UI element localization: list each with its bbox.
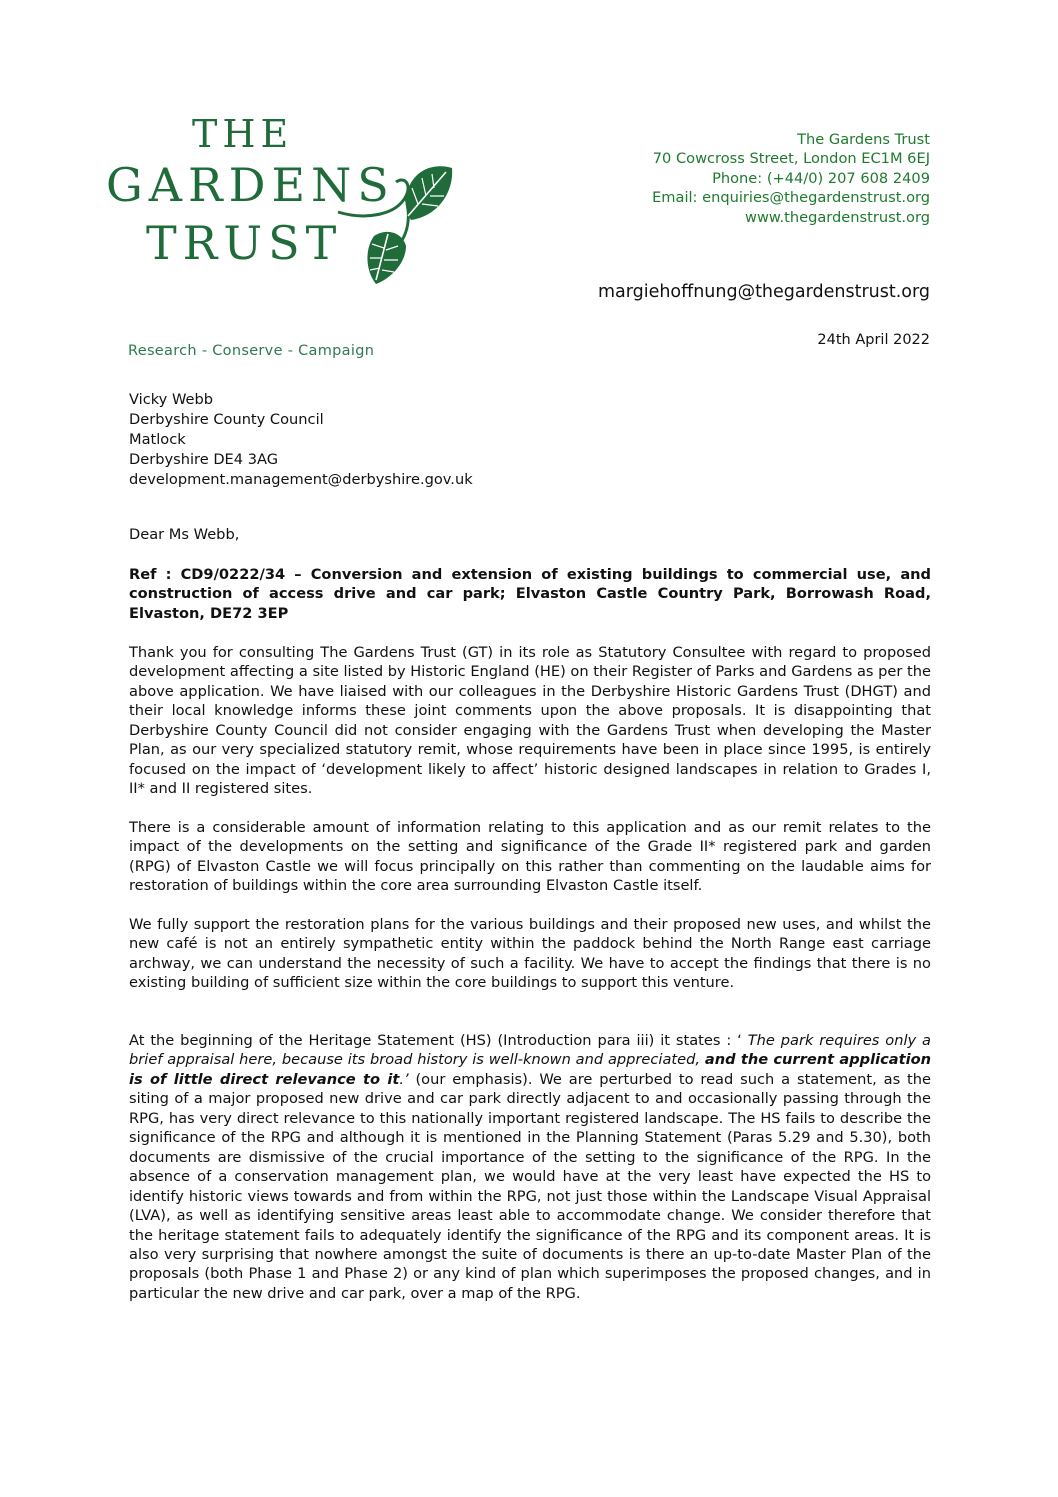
contact-phone: Phone: (+44/0) 207 608 2409 (712, 169, 930, 187)
gardens-trust-logo (106, 112, 456, 292)
contact-address: 70 Cowcross Street, London EC1M 6EJ (652, 150, 930, 168)
reference-heading: Ref : CD9/0222/34 – Conversion and extension of existing buildings to commercial use, and construction of access drive and car park; Elvaston Castle Country Park, Borrowash Road, Elvaston, DE72 3EP (129, 566, 931, 622)
recipient-address (129, 390, 473, 490)
paragraph-remit: There is a considerable amount of information relating to this application and as our remit relates to the impact of the developments on the setting and significance of the Grade II* registered park and garden (RPG) of Elvaston Castle we will focus principally on this rather than commenting on the laudable aims for restoration of buildings within the core area surrounding Elvaston Castle itself. (129, 819, 931, 895)
sender-email[interactable]: margiehoffnung@thegardenstrust.org (597, 282, 930, 302)
recipient-name: Vicky Webb (129, 391, 214, 408)
contact-email[interactable]: Email: enquiries@thegardenstrust.org (652, 189, 930, 207)
leaf-icon (106, 112, 456, 292)
recipient-org: Derbyshire County Council (129, 411, 324, 428)
logo-word-gardens: GARDENS (106, 158, 395, 212)
letter-date: 24th April 2022 (817, 332, 930, 348)
p4-intro: At the beginning of the Heritage Statement (HS) (Introduction para iii) it states : ‘ (129, 1032, 748, 1049)
salutation: Dear Ms Webb, (129, 526, 240, 543)
recipient-county-postcode: Derbyshire DE4 3AG (129, 451, 279, 468)
contact-block (652, 130, 930, 227)
paragraph-heritage-statement (129, 1031, 931, 1303)
contact-website[interactable]: www.thegardenstrust.org (745, 208, 930, 226)
contact-org: The Gardens Trust (797, 131, 930, 148)
p4-quote-bold: and the current application is of little direct relevance to it (129, 1051, 931, 1088)
p4-quote-end: .’ (399, 1070, 409, 1088)
paragraph-support: We fully support the restoration plans for the various buildings and their proposed new uses, and whilst the new café is not an entirely sympathetic entity within the paddock behind the North Range east carriage archway, we can understand the necessity of such a facility. We have to accept the findings that there is no existing building of sufficient size within the core buildings to support this venture. (129, 916, 931, 992)
paragraph-consultation: Thank you for consulting The Gardens Trust (GT) in its role as Statutory Consultee with regard to proposed development affecting a site listed by Historic England (HE) on their Register of Parks and Gardens as per the above application. We have liaised with our colleagues in the Derbyshire Historic Gardens Trust (DHGT) and their local knowledge informs these joint comments upon the above proposals. It is disappointing that Derbyshire County Council did not consider engaging with the Gardens Trust when developing the Master Plan, as our very specialized statutory remit, whose requirements have been in place since 1995, is entirely focused on the impact of ‘development likely to affect’ historic designed landscapes in relation to Grades I, II* and II registered sites. (129, 644, 931, 798)
recipient-town: Matlock (129, 431, 186, 448)
logo-word-the: THE (192, 112, 294, 156)
tagline: Research - Conserve - Campaign (128, 343, 375, 359)
p4-rest: (our emphasis). We are perturbed to read such a statement, as the siting of a major proposed new drive and car park directly adjacent to and occasionally passing through the RPG, has very direct relevance to this nationally important registered landscape. The HS fails to describe the significance of the RPG and although it is mentioned in the Planning Statement (Paras 5.29 and 5.30), both documents are dismissive of the crucial importance of the setting to the significance of the RPG. In the absence of a conservation management plan, we would have at the very least have expected the HS to identify historic views towards and from within the RPG, not just those within the Landscape Visual Appraisal (LVA), as well as identifying sensitive areas least able to accommodate change. We consider therefore that the heritage statement fails to adequately identify the significance of the RPG and its component areas. It is also very surprising that nowhere amongst the suite of documents is there an up-to-date Master Plan of the proposals (both Phase 1 and Phase 2) or any kind of plan which superimposes the proposed changes, and in particular the new drive and car park, over a map of the RPG. (129, 1070, 931, 1302)
recipient-email[interactable]: development.management@derbyshire.gov.uk (129, 471, 473, 488)
logo-word-trust: TRUST (146, 216, 343, 270)
p4-quote: The park requires only a brief appraisal here, because its broad history is well-known and appreciated, (129, 1032, 931, 1069)
